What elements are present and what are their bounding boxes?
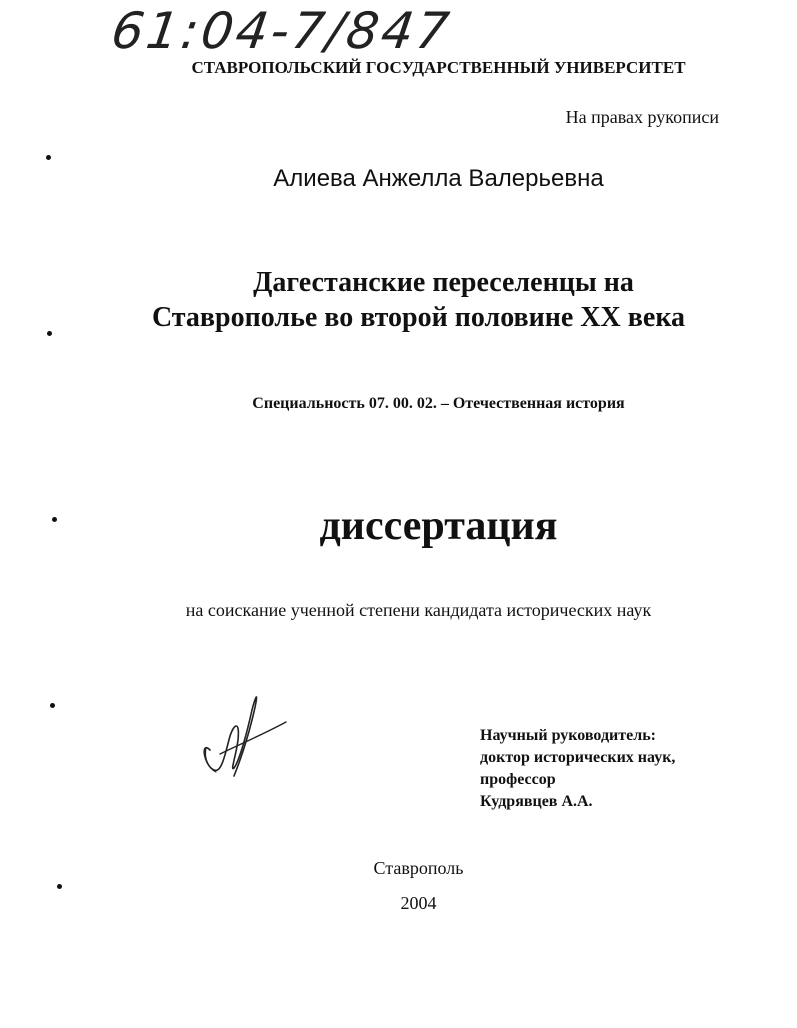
title-line-2: Ставрополье во второй половине XX века [151, 302, 686, 333]
margin-dot [50, 703, 55, 708]
rights-notice: На правах рукописи [565, 107, 719, 127]
author-name: Алиева Анжелла Валерьевна [273, 165, 604, 192]
specialty: Специальность 07. 00. 02. – Отечественная история [252, 395, 625, 412]
city: Ставрополь [373, 858, 464, 878]
margin-dot [47, 331, 52, 336]
supervisor-block [480, 725, 675, 813]
supervisor-title: профессор [480, 771, 556, 788]
document-type: диссертация [319, 503, 558, 549]
supervisor-rank: доктор исторических наук, [480, 749, 676, 766]
signature-icon [190, 680, 300, 790]
year: 2004 [400, 893, 437, 913]
title-line-1: Дагестанские переселенцы на [253, 267, 634, 298]
university-name: СТАВРОПОЛЬСКИЙ ГОСУДАРСТВЕННЫЙ УНИВЕРСИТЕТ [191, 58, 686, 77]
archive-number-handwritten: 61:04-7/847 [107, 2, 456, 60]
degree-statement: на соискание ученной степени кандидата исторических наук [185, 600, 652, 620]
margin-dot [52, 517, 57, 522]
margin-dot [57, 884, 62, 889]
supervisor-heading: Научный руководитель: [480, 727, 656, 744]
supervisor-name: Кудрявцев А.А. [480, 793, 593, 810]
margin-dot [46, 155, 51, 160]
